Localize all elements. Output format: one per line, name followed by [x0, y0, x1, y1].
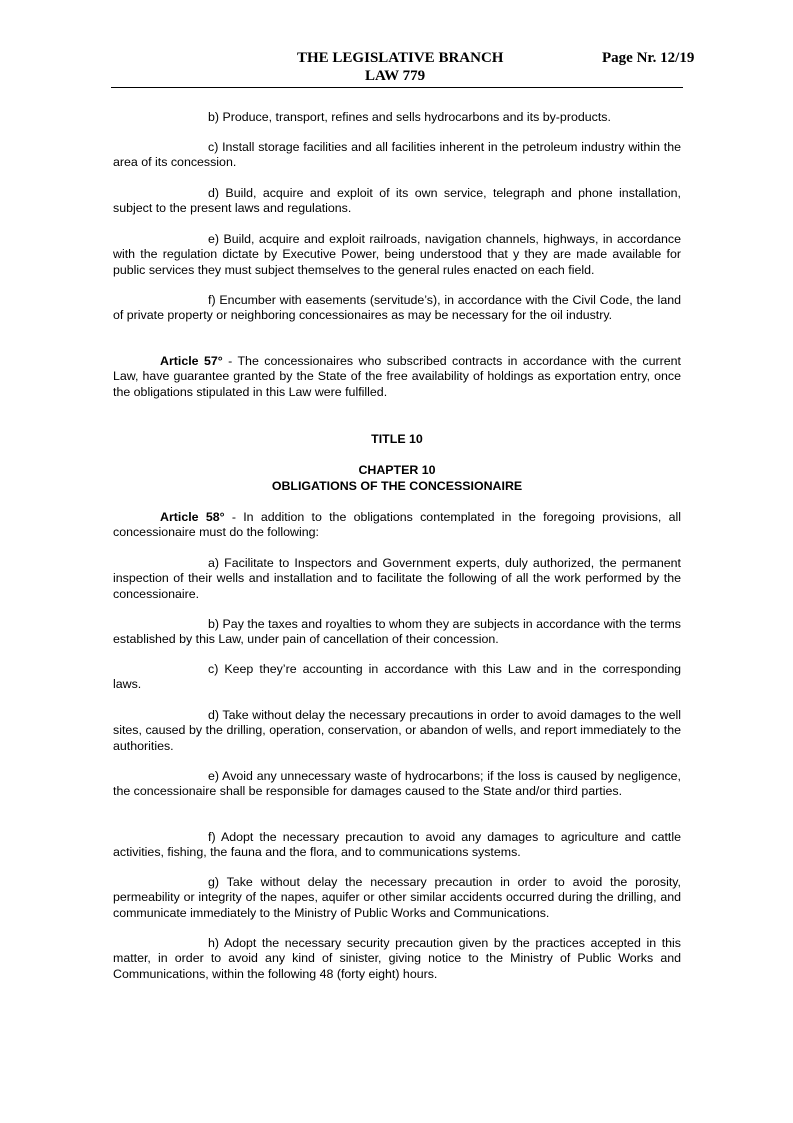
list-item-h: h) Adopt the necessary security precaution given by the practices accepted in this matter, in order to avoid any kind of sinister, giving notice to the Ministry of Public Works and Communications, within the following 48 (forty eight) hours.: [113, 936, 681, 981]
article-57-text: - The concessionaires who subscribed contracts in accordance with the current Law, have guarantee granted by the State of the free availability of holdings as exportation entry, once the obligations stipulated in this Law were fulfilled.: [113, 354, 681, 399]
list-item-c: c) Keep they’re accounting in accordance with this Law and in the corresponding laws.: [113, 662, 681, 692]
list-item-b-top: b) Produce, transport, refines and sells hydrocarbons and its by-products.: [208, 110, 611, 124]
list-item-e-top: e) Build, acquire and exploit railroads, navigation channels, highways, in accordance with the regulation dictate by Executive Power, being understood that y they are made available for public services they must subject themselves to the general rules enacted on each field.: [113, 232, 681, 277]
list-item-c-top: c) Install storage facilities and all facilities inherent in the petroleum industry within the area of its concession.: [113, 140, 681, 170]
list-item-d-top: d) Build, acquire and exploit of its own service, telegraph and phone installation, subject to the present laws and regulations.: [113, 186, 681, 216]
header-divider: [111, 87, 683, 88]
list-item-g: g) Take without delay the necessary precaution in order to avoid the porosity, permeability or integrity of the napes, aquifer or other similar accidents occurred during the drilling, and communicate immediately to the Ministry of Public Works and Communications.: [113, 875, 681, 920]
page-number: Page Nr. 12/19: [602, 50, 695, 66]
list-item-a: a) Facilitate to Inspectors and Government experts, duly authorized, the permanent inspection of their wells and installation and to facilitate the following of all the work performed by the concessionaire.: [113, 556, 681, 601]
article-58: [113, 510, 681, 541]
chapter-heading: CHAPTER 10: [358, 463, 436, 477]
header-title: THE LEGISLATIVE BRANCH: [297, 50, 504, 66]
article-58-label: Article 58°: [160, 510, 225, 524]
header-subtitle: LAW 779: [365, 68, 426, 84]
list-item-d: d) Take without delay the necessary precautions in order to avoid damages to the well sites, caused by the drilling, operation, conservation, or abandon of wells, and report immediately to the authorities.: [113, 708, 681, 753]
article-57: [113, 354, 681, 400]
list-item-f: f) Adopt the necessary precaution to avoid any damages to agriculture and cattle activities, fishing, the fauna and the flora, and to communications systems.: [113, 830, 681, 860]
article-58-text: - In addition to the obligations contemplated in the foregoing provisions, all concessionaire must do the following:: [113, 510, 681, 540]
list-item-e: e) Avoid any unnecessary waste of hydrocarbons; if the loss is caused by negligence, the concessionaire shall be responsible for damages caused to the State and/or third parties.: [113, 769, 681, 799]
list-item-b: b) Pay the taxes and royalties to whom they are subjects in accordance with the terms established by this Law, under pain of cancellation of their concession.: [113, 617, 681, 647]
title-heading: TITLE 10: [371, 432, 423, 446]
page-header: [0, 0, 793, 90]
article-57-label: Article 57°: [160, 354, 223, 368]
chapter-name-heading: OBLIGATIONS OF THE CONCESSIONAIRE: [271, 479, 523, 493]
list-item-f-top: f) Encumber with easements (servitude’s), in accordance with the Civil Code, the land of private property or neighboring concessionaires as may be necessary for the oil industry.: [113, 293, 681, 323]
